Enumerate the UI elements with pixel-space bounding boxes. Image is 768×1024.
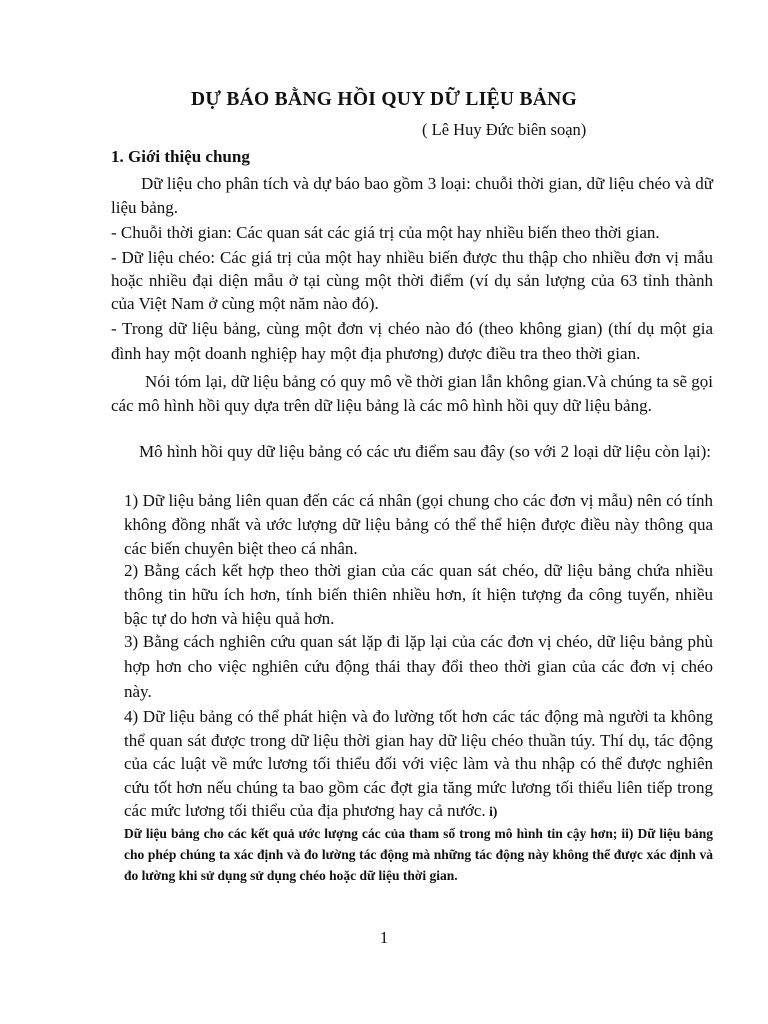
paragraph-advantages-intro: Mô hình hồi quy dữ liệu bảng có các ưu điểm sau đây (so với 2 loại dữ liệu còn lại):: [139, 442, 712, 461]
paragraph-cross-section: - Dữ liệu chéo: Các giá trị của một hay nhiều biến được thu thập cho nhiều đơn vị mẫu hoặc nhiều đại diện mẫu ở tại cùng một thời điểm (ví dụ sản lượng của 63 tỉnh thành của Việt Nam ở cùng một năm nào đó).: [111, 248, 713, 313]
advantage-4-text: 4) Dữ liệu bảng có thể phát hiện và đo lường tốt hơn các tác động mà người ta không thể quan sát được trong dữ liệu thời gian hay dữ liệu chéo thuần túy. Thí dụ, tác động của các luật về mức lương tối thiểu đối với việc làm và thu nhập có thể được nghiên cứu tốt hơn nếu chúng ta bao gồm các đợt gia tăng mức lương tối thiểu liên tiếp trong các mức lương tối thiểu của địa phương hay cả nước.: [124, 707, 713, 820]
list-item-advantage-1: 1) Dữ liệu bảng liên quan đến các cá nhân (gọi chung cho các đơn vị mẫu) nên có tính không đồng nhất và ước lượng dữ liệu bảng có thể thể hiện được điều này thông qua các biến chuyên biệt theo cá nhân.: [124, 491, 713, 558]
list-item-advantage-4: [124, 705, 713, 824]
advantage-4-bold-continuation: Dữ liệu bảng cho các kết quả ước lượng các của tham số trong mô hình tin cậy hơn; ii) Dữ liệu bảng cho phép chúng ta xác định và đo lường tác động mà những tác động này không thể được xác định và đo lường khi sử dụng sử dụng chéo hoặc dữ liệu thời gian.: [124, 826, 713, 883]
paragraph-intro: Dữ liệu cho phân tích và dự báo bao gồm 3 loại: chuỗi thời gian, dữ liệu chéo và dữ liệu bảng.: [111, 174, 713, 217]
list-item-advantage-3: 3) Bằng cách nghiên cứu quan sát lặp đi lặp lại của các đơn vị chéo, dữ liệu bảng phù hợp hơn cho việc nghiên cứu động thái thay đổi theo thời gian của các đơn vị chéo này.: [124, 632, 713, 701]
paragraph-summary: Nói tóm lại, dữ liệu bảng có quy mô về thời gian lẫn không gian.Và chúng ta sẽ gọi các mô hình hồi quy dựa trên dữ liệu bảng là các mô hình hồi quy dữ liệu bảng.: [111, 372, 713, 415]
author-line: ( Lê Huy Đức biên soạn): [422, 120, 587, 139]
list-item-advantage-2: 2) Bằng cách kết hợp theo thời gian của các quan sát chéo, dữ liệu bảng chứa nhiều thông tin hữu ích hơn, tính biến thiên nhiều hơn, ít hiện tượng đa công tuyến, nhiều bậc tự do hơn và hiệu quả hơn.: [124, 561, 713, 628]
advantage-4-bold-start: i): [485, 804, 498, 819]
paragraph-time-series: - Chuỗi thời gian: Các quan sát các giá trị của một hay nhiều biến theo thời gian.: [111, 223, 660, 242]
document-title: DỰ BÁO BẰNG HỒI QUY DỮ LIỆU BẢNG: [190, 89, 578, 110]
page-number: 1: [379, 928, 389, 947]
paragraph-panel-data: - Trong dữ liệu bảng, cùng một đơn vị chéo nào đó (theo không gian) (thí dụ một gia đình hay một doanh nghiệp hay một địa phương) được điều tra theo thời gian.: [111, 319, 713, 363]
section-heading: 1. Giới thiệu chung: [111, 147, 250, 166]
